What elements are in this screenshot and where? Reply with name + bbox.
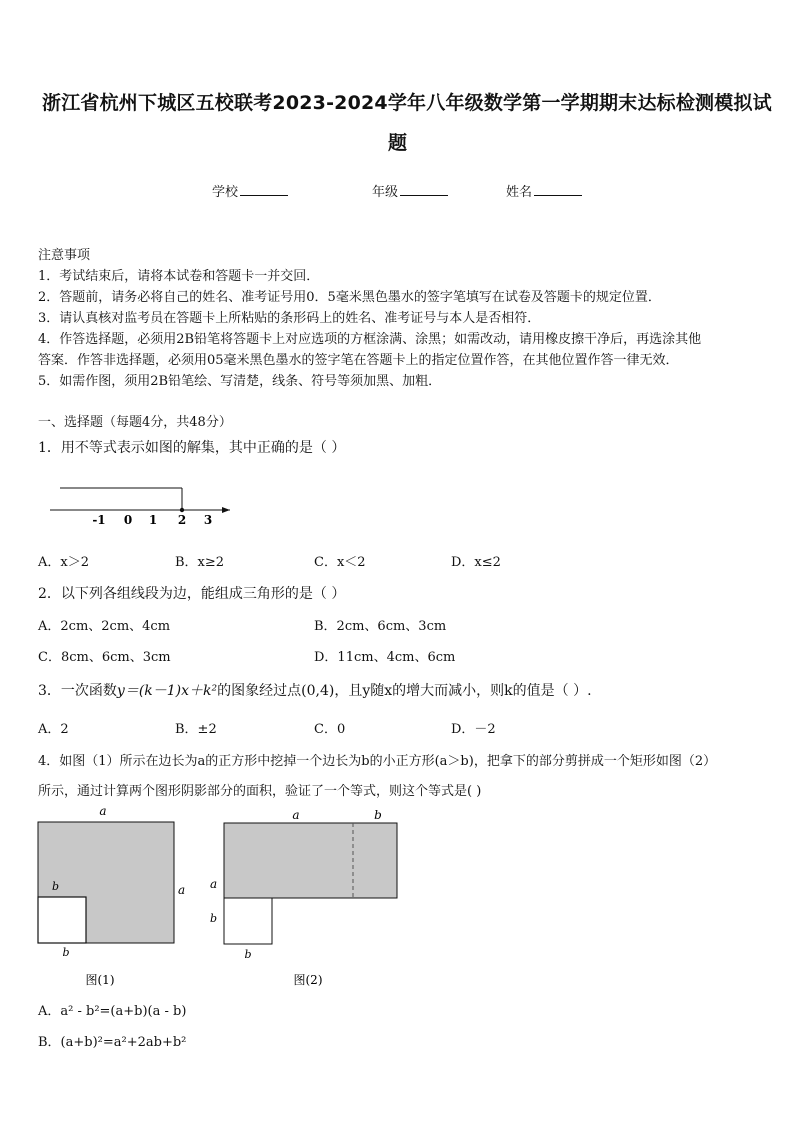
notice-item: 1．考试结束后，请将本试卷和答题卡一并交回． [38, 269, 320, 284]
q1-option-c[interactable]: C．x＜2 [314, 555, 366, 570]
question-1-stem: 1．用不等式表示如图的解集，其中正确的是（ ） [38, 440, 346, 456]
tick-label: 2 [177, 513, 187, 527]
fig2-caption: 图(2) [293, 973, 323, 987]
q2-option-a[interactable]: A．2cm、2cm、4cm [38, 619, 171, 634]
question-4-line1: 4．如图（1）所示在边长为a的正方形中挖掉一个边长为b的小正方形(a＞b)，把拿下的部分剪拼成一个矩形如图（2） [38, 754, 717, 769]
school-field[interactable] [212, 181, 288, 200]
fig2-label-b-top: b [374, 808, 382, 822]
q2-option-c[interactable]: C．8cm、6cm、3cm [38, 650, 171, 665]
fig1-small-square [38, 897, 86, 943]
fig2-small-square [224, 898, 272, 944]
notice-item: 3．请认真核对监考员在答题卡上所粘贴的条形码上的姓名、准考证号与本人是否相符． [38, 311, 541, 326]
grade-label: 年级 [372, 185, 399, 200]
school-blank[interactable] [240, 183, 288, 196]
q2-option-b[interactable]: B．2cm、6cm、3cm [314, 619, 447, 634]
q4-option-a[interactable]: A．a² - b²=(a+b)(a - b) [38, 1004, 187, 1019]
fig2-label-b-left: b [210, 912, 218, 925]
notice-item: 2．答题前，请务必将自己的姓名、准考证号用0．5毫米黑色墨水的签字笔填写在试卷及答题卡的规定位置． [38, 290, 661, 305]
page-title-continued: 题 [388, 132, 408, 154]
fig1-label-right: a [178, 883, 186, 897]
q3-stem-part: ，且y随x的增大而减小，则k的值是（ ）. [334, 683, 592, 699]
page-title: 浙江省杭州下城区五校联考2023-2024学年八年级数学第一学期期末达标检测模拟试 [42, 92, 772, 114]
fig1-label-bottom: b [62, 946, 70, 959]
q1-option-b[interactable]: B．x≥2 [175, 555, 225, 570]
question-3-stem [38, 680, 592, 700]
q3-point: (0,4) [301, 683, 335, 699]
notice-item: 5．如需作图，须用2B铅笔绘、写清楚，线条、符号等须加黑、加粗． [38, 374, 442, 389]
name-blank[interactable] [534, 183, 582, 196]
section-heading: 一、选择题（每题4分，共48分） [38, 415, 232, 430]
q3-formula: y＝(k－1)x＋k² [116, 683, 218, 699]
question-4-line2: 所示，通过计算两个图形阴影部分的面积，验证了一个等式，则这个等式是( ) [38, 784, 482, 799]
school-label: 学校 [212, 185, 239, 200]
q2-option-d[interactable]: D．11cm、4cm、6cm [314, 650, 456, 665]
fig1-caption: 图(1) [85, 973, 115, 987]
tick-label: 0 [123, 513, 133, 527]
fig2-label-b-bottom: b [244, 948, 252, 961]
q3-option-a[interactable]: A．2 [38, 722, 69, 737]
q3-option-c[interactable]: C．0 [314, 722, 346, 737]
q4-option-b[interactable]: B．(a+b)²=a²+2ab+b² [38, 1035, 187, 1050]
q3-option-b[interactable]: B．±2 [175, 722, 217, 737]
q1-option-d[interactable]: D．x≤2 [451, 555, 501, 570]
grade-blank[interactable] [400, 183, 448, 196]
q3-stem-part: 的图象经过点 [217, 683, 302, 699]
number-line-figure [44, 480, 244, 528]
tick-label: -1 [92, 513, 106, 527]
notice-item: 答案．作答非选择题，必须用05毫米黑色墨水的签字笔在答题卡上的指定位置作答，在其他位置作答一律无效． [38, 353, 679, 368]
endpoint-dot [180, 508, 184, 512]
q1-option-a[interactable]: A．x＞2 [38, 555, 89, 570]
axis-arrow-icon [222, 507, 230, 513]
figure-2 [202, 802, 402, 988]
notice-heading: 注意事项 [38, 248, 91, 263]
notice-item: 4．作答选择题，必须用2B铅笔将答题卡上对应选项的方框涂满、涂黑；如需改动，请用橡皮擦干净后，再选涂其他 [38, 332, 702, 347]
fig2-label-a-left: a [210, 877, 218, 891]
figure-1 [30, 802, 200, 988]
name-field[interactable] [506, 181, 582, 200]
fig1-label-top: a [99, 804, 107, 818]
grade-field[interactable] [372, 181, 448, 200]
fig2-rectangle [224, 823, 397, 898]
question-2-stem: 2．以下列各组线段为边，能组成三角形的是（ ） [38, 586, 346, 602]
q3-option-d[interactable]: D．－2 [451, 722, 496, 737]
fig2-label-a-top: a [292, 808, 300, 822]
fig1-label-inner: b [52, 880, 60, 893]
tick-label: 1 [148, 513, 158, 527]
q3-stem-part: 3．一次函数 [38, 683, 117, 699]
name-label: 姓名 [506, 185, 533, 200]
tick-label: 3 [203, 513, 213, 527]
